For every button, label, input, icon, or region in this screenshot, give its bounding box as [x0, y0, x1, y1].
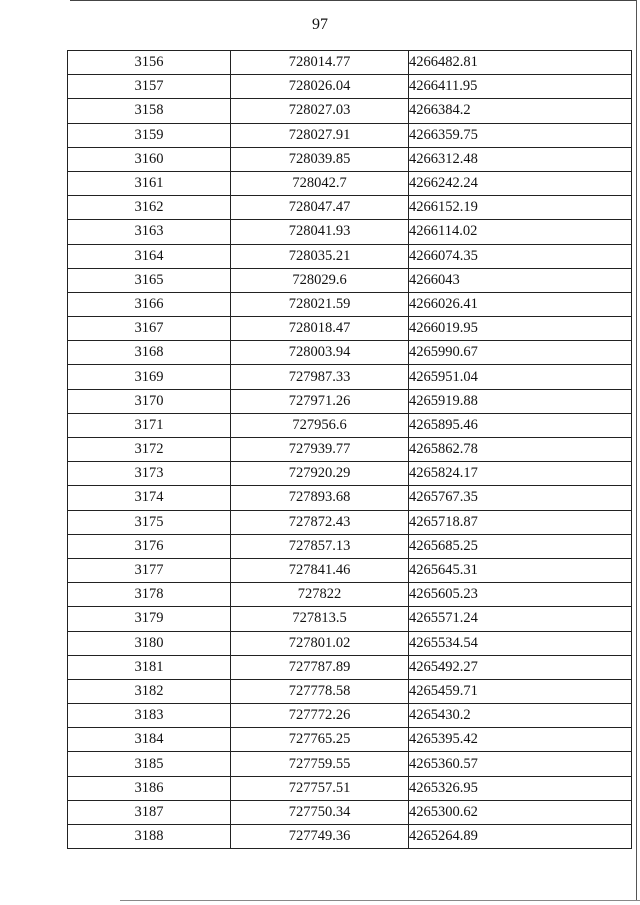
point-number-cell: 3158 [68, 99, 231, 123]
y-coordinate-cell: 4266384.2 [409, 99, 632, 123]
table-row [68, 413, 632, 437]
table-row [68, 776, 632, 800]
scan-edge-right [636, 0, 637, 900]
point-number-cell: 3181 [68, 655, 231, 679]
x-coordinate-cell: 728041.93 [231, 220, 409, 244]
y-coordinate-cell: 4266114.02 [409, 220, 632, 244]
y-coordinate-cell: 4265685.25 [409, 534, 632, 558]
x-coordinate-cell: 727857.13 [231, 534, 409, 558]
point-number-cell: 3183 [68, 704, 231, 728]
point-number-cell: 3177 [68, 558, 231, 582]
table-row [68, 510, 632, 534]
y-coordinate-cell: 4266242.24 [409, 171, 632, 195]
table-row [68, 825, 632, 849]
point-number-cell: 3173 [68, 462, 231, 486]
table-row [68, 679, 632, 703]
y-coordinate-cell: 4265430.2 [409, 704, 632, 728]
x-coordinate-cell: 728027.91 [231, 123, 409, 147]
table-row [68, 631, 632, 655]
table-row [68, 704, 632, 728]
x-coordinate-cell: 727872.43 [231, 510, 409, 534]
table-row [68, 800, 632, 824]
table-row [68, 268, 632, 292]
y-coordinate-cell: 4266152.19 [409, 196, 632, 220]
scan-edge-top [70, 0, 636, 1]
point-number-cell: 3167 [68, 317, 231, 341]
x-coordinate-cell: 728014.77 [231, 51, 409, 75]
table-row [68, 341, 632, 365]
point-number-cell: 3179 [68, 607, 231, 631]
table-row [68, 220, 632, 244]
table-row [68, 462, 632, 486]
y-coordinate-cell: 4265605.23 [409, 583, 632, 607]
x-coordinate-cell: 728035.21 [231, 244, 409, 268]
x-coordinate-cell: 727920.29 [231, 462, 409, 486]
point-number-cell: 3180 [68, 631, 231, 655]
point-number-cell: 3171 [68, 413, 231, 437]
table-row [68, 534, 632, 558]
point-number-cell: 3174 [68, 486, 231, 510]
point-number-cell: 3164 [68, 244, 231, 268]
table-row [68, 317, 632, 341]
table-row [68, 196, 632, 220]
point-number-cell: 3186 [68, 776, 231, 800]
x-coordinate-cell: 727956.6 [231, 413, 409, 437]
point-number-cell: 3163 [68, 220, 231, 244]
point-number-cell: 3175 [68, 510, 231, 534]
table-row [68, 558, 632, 582]
x-coordinate-cell: 727801.02 [231, 631, 409, 655]
x-coordinate-cell: 727765.25 [231, 728, 409, 752]
y-coordinate-cell: 4265951.04 [409, 365, 632, 389]
point-number-cell: 3188 [68, 825, 231, 849]
point-number-cell: 3168 [68, 341, 231, 365]
scan-edge-bottom [120, 900, 640, 901]
table-row [68, 99, 632, 123]
table-row [68, 171, 632, 195]
x-coordinate-cell: 727971.26 [231, 389, 409, 413]
point-number-cell: 3169 [68, 365, 231, 389]
x-coordinate-cell: 727987.33 [231, 365, 409, 389]
point-number-cell: 3184 [68, 728, 231, 752]
x-coordinate-cell: 727772.26 [231, 704, 409, 728]
table-row [68, 365, 632, 389]
x-coordinate-cell: 728047.47 [231, 196, 409, 220]
coordinates-table-body [68, 51, 632, 849]
table-row [68, 607, 632, 631]
table-row [68, 438, 632, 462]
x-coordinate-cell: 728018.47 [231, 317, 409, 341]
x-coordinate-cell: 728003.94 [231, 341, 409, 365]
x-coordinate-cell: 728029.6 [231, 268, 409, 292]
x-coordinate-cell: 728026.04 [231, 75, 409, 99]
table-row [68, 75, 632, 99]
y-coordinate-cell: 4265395.42 [409, 728, 632, 752]
y-coordinate-cell: 4266019.95 [409, 317, 632, 341]
point-number-cell: 3161 [68, 171, 231, 195]
x-coordinate-cell: 727813.5 [231, 607, 409, 631]
point-number-cell: 3160 [68, 147, 231, 171]
point-number-cell: 3182 [68, 679, 231, 703]
x-coordinate-cell: 727759.55 [231, 752, 409, 776]
point-number-cell: 3156 [68, 51, 231, 75]
x-coordinate-cell: 728027.03 [231, 99, 409, 123]
y-coordinate-cell: 4265824.17 [409, 462, 632, 486]
y-coordinate-cell: 4265360.57 [409, 752, 632, 776]
table-row [68, 655, 632, 679]
table-row [68, 486, 632, 510]
y-coordinate-cell: 4265571.24 [409, 607, 632, 631]
y-coordinate-cell: 4266043 [409, 268, 632, 292]
point-number-cell: 3172 [68, 438, 231, 462]
table-row [68, 292, 632, 316]
x-coordinate-cell: 727750.34 [231, 800, 409, 824]
point-number-cell: 3165 [68, 268, 231, 292]
y-coordinate-cell: 4265459.71 [409, 679, 632, 703]
x-coordinate-cell: 728039.85 [231, 147, 409, 171]
x-coordinate-cell: 727841.46 [231, 558, 409, 582]
y-coordinate-cell: 4265919.88 [409, 389, 632, 413]
table-row [68, 728, 632, 752]
table-row [68, 244, 632, 268]
table-row [68, 123, 632, 147]
x-coordinate-cell: 728042.7 [231, 171, 409, 195]
point-number-cell: 3159 [68, 123, 231, 147]
point-number-cell: 3162 [68, 196, 231, 220]
x-coordinate-cell: 727757.51 [231, 776, 409, 800]
point-number-cell: 3176 [68, 534, 231, 558]
point-number-cell: 3170 [68, 389, 231, 413]
point-number-cell: 3185 [68, 752, 231, 776]
y-coordinate-cell: 4265767.35 [409, 486, 632, 510]
coordinates-table [67, 50, 632, 849]
x-coordinate-cell: 727822 [231, 583, 409, 607]
y-coordinate-cell: 4265862.78 [409, 438, 632, 462]
point-number-cell: 3178 [68, 583, 231, 607]
y-coordinate-cell: 4265645.31 [409, 558, 632, 582]
y-coordinate-cell: 4265300.62 [409, 800, 632, 824]
y-coordinate-cell: 4266482.81 [409, 51, 632, 75]
y-coordinate-cell: 4266026.41 [409, 292, 632, 316]
y-coordinate-cell: 4265326.95 [409, 776, 632, 800]
y-coordinate-cell: 4266312.48 [409, 147, 632, 171]
y-coordinate-cell: 4265718.87 [409, 510, 632, 534]
point-number-cell: 3157 [68, 75, 231, 99]
y-coordinate-cell: 4265895.46 [409, 413, 632, 437]
page-number: 97 [312, 16, 328, 33]
y-coordinate-cell: 4265264.89 [409, 825, 632, 849]
table-row [68, 752, 632, 776]
y-coordinate-cell: 4265990.67 [409, 341, 632, 365]
x-coordinate-cell: 728021.59 [231, 292, 409, 316]
x-coordinate-cell: 727787.89 [231, 655, 409, 679]
y-coordinate-cell: 4265534.54 [409, 631, 632, 655]
x-coordinate-cell: 727778.58 [231, 679, 409, 703]
table-row [68, 583, 632, 607]
x-coordinate-cell: 727749.36 [231, 825, 409, 849]
x-coordinate-cell: 727939.77 [231, 438, 409, 462]
table-row [68, 389, 632, 413]
table-row [68, 51, 632, 75]
y-coordinate-cell: 4266359.75 [409, 123, 632, 147]
table-row [68, 147, 632, 171]
y-coordinate-cell: 4266411.95 [409, 75, 632, 99]
y-coordinate-cell: 4266074.35 [409, 244, 632, 268]
x-coordinate-cell: 727893.68 [231, 486, 409, 510]
point-number-cell: 3187 [68, 800, 231, 824]
y-coordinate-cell: 4265492.27 [409, 655, 632, 679]
point-number-cell: 3166 [68, 292, 231, 316]
